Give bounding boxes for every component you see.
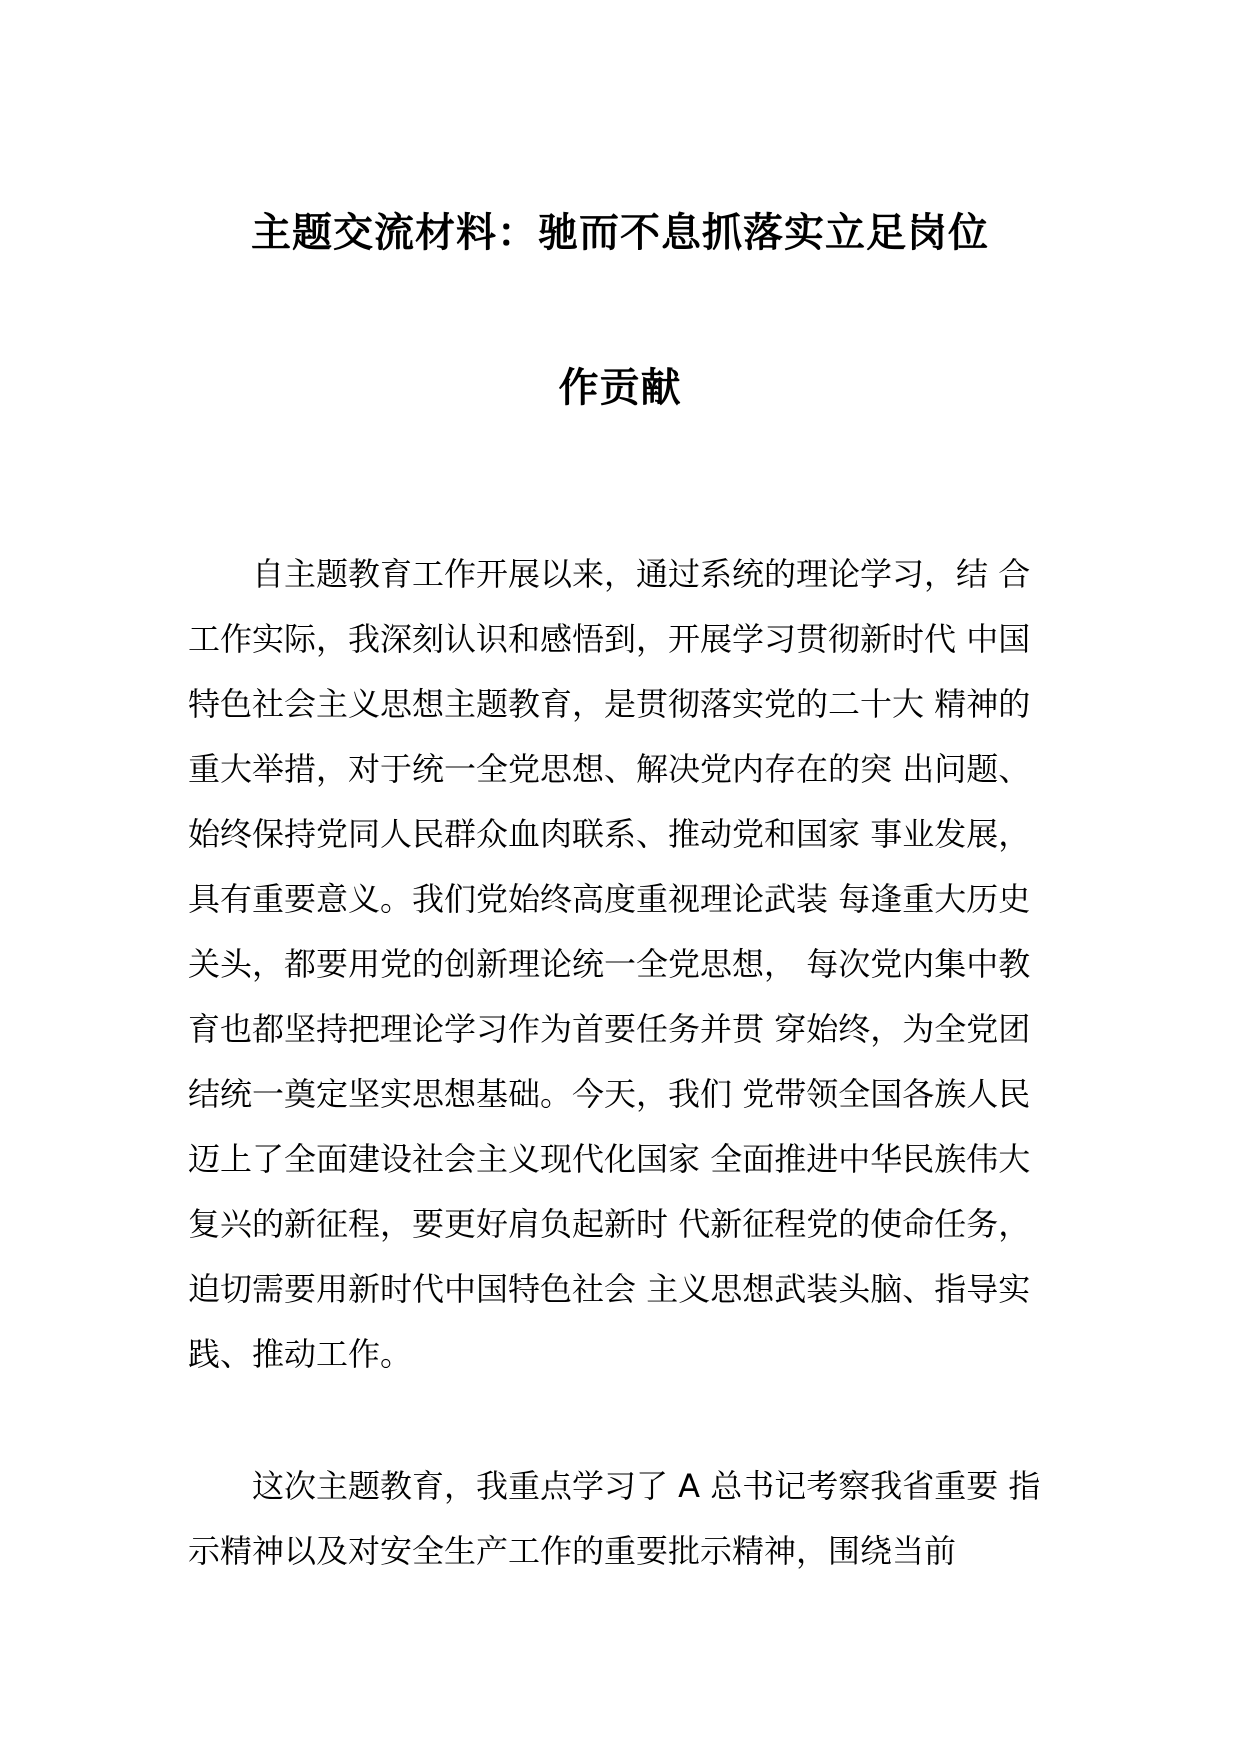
paragraph-2	[188, 1454, 1056, 1584]
paragraph-line: 这次主题教育，我重点学习了 A 总书记考察我省重要	[188, 1467, 999, 1505]
paragraph-line: 每逢重大历史关头，都要用党的创新理论统一全党思想，	[188, 880, 1031, 983]
paragraph-line: 中国特色社会主义思想主题教育，是贯彻落实党的二十大	[188, 620, 1031, 723]
paragraph-line: 每次党内集中教育也都坚持把理论学习作为首要任务并贯	[188, 945, 1031, 1048]
paragraph-line: 事业发展，具有重要意义。我们党始终高度重视理论武装	[188, 815, 1031, 918]
paragraph-line: 穿始终，为全党团结统一奠定坚实思想基础。今天，我们	[188, 1010, 1031, 1113]
paragraph-line: 指示精神以及对安全生产工作的重要批示精神，围绕当前	[188, 1467, 1041, 1570]
paragraph-line: 代新征程党的使命任务，迫切需要用新时代中国特色社会	[188, 1205, 1031, 1308]
paragraph-line: 自主题教育工作开展以来，通过系统的理论学习，结	[188, 555, 989, 593]
document-title-line-1: 主题交流材料：驰而不息抓落实立足岗位	[251, 210, 989, 256]
paragraph-line: 全面推进中华民族伟大复兴的新征程，要更好肩负起新时	[188, 1140, 1031, 1243]
paragraph-line: 党带领全国各族人民迈上了全面建设社会主义现代化国家	[188, 1075, 1031, 1178]
paragraph-line: 主义思想武装头脑、指导实践、推动工作。	[188, 1270, 1031, 1373]
paragraph-1	[188, 542, 1056, 1387]
paragraph-line: 出问题、始终保持党同人民群众血肉联系、推动党和国家	[188, 750, 1031, 853]
paragraph-line: 合工作实际，我深刻认识和感悟到，开展学习贯彻新时代	[188, 555, 1031, 658]
document-title-line-2: 作贡献	[558, 365, 682, 411]
paragraph-line: 精神的重大举措，对于统一全党思想、解决党内存在的突	[188, 685, 1031, 788]
